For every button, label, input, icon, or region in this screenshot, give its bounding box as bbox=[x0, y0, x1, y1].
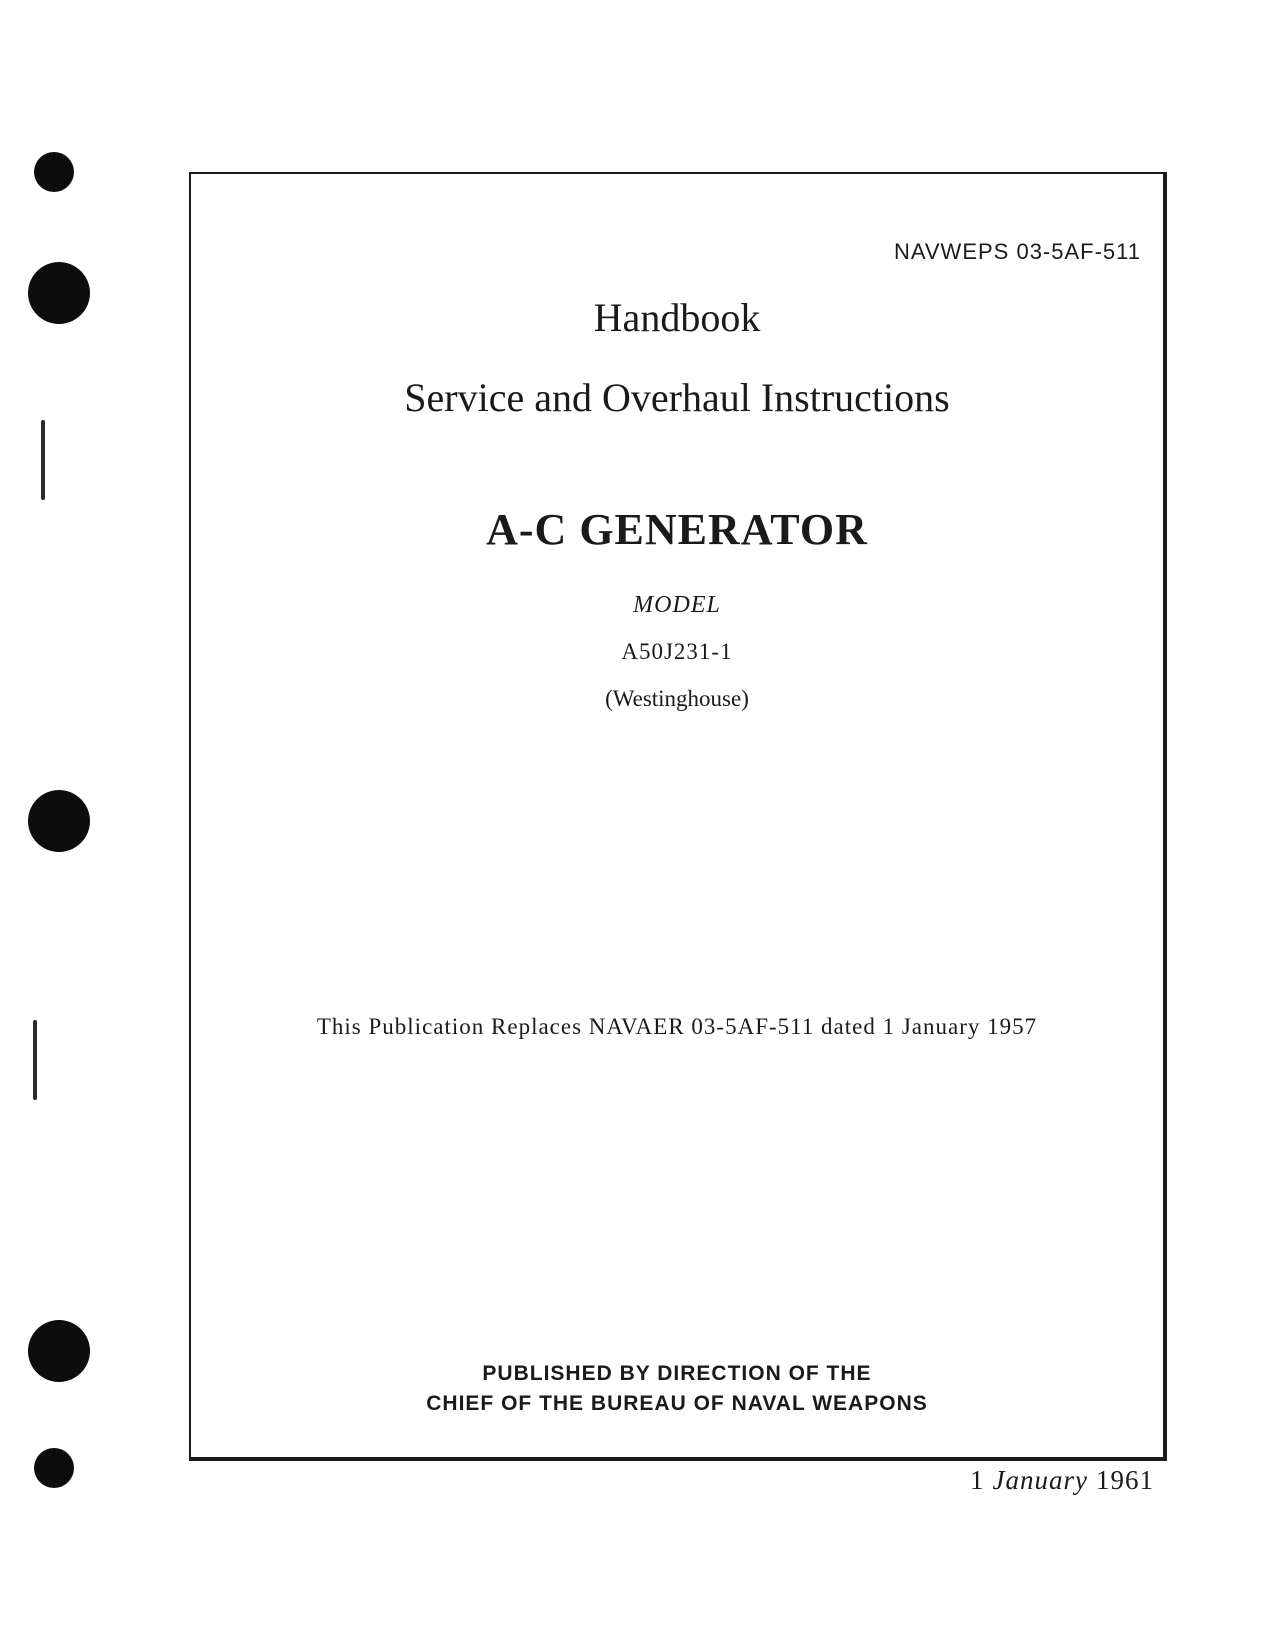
binding-mark bbox=[41, 420, 45, 500]
document-title: A-C GENERATOR bbox=[486, 505, 868, 554]
model-label: MODEL bbox=[633, 592, 721, 618]
punch-hole bbox=[34, 152, 74, 192]
punch-hole bbox=[34, 1448, 74, 1488]
manufacturer: (Westinghouse) bbox=[605, 686, 749, 711]
document-number: NAVWEPS 03-5AF-511 bbox=[893, 239, 1141, 264]
document-subtitle: Service and Overhaul Instructions bbox=[404, 375, 950, 420]
punch-hole bbox=[28, 262, 90, 324]
punch-hole bbox=[28, 790, 90, 852]
publisher-line-1: PUBLISHED BY DIRECTION OF THE bbox=[482, 1362, 872, 1385]
replacement-note: This Publication Replaces NAVAER 03-5AF-511 dated 1 January 1957 bbox=[316, 1014, 1038, 1039]
date-day: 1 bbox=[970, 1465, 985, 1495]
cover-frame bbox=[189, 172, 1167, 1461]
date-year: 1961 bbox=[1096, 1465, 1154, 1495]
model-number: A50J231-1 bbox=[621, 639, 733, 664]
publication-date bbox=[970, 1465, 1154, 1496]
handbook-heading: Handbook bbox=[593, 295, 761, 340]
publisher-statement bbox=[191, 1359, 1163, 1419]
publisher-line-2: CHIEF OF THE BUREAU OF NAVAL WEAPONS bbox=[426, 1392, 928, 1415]
binding-mark bbox=[33, 1020, 37, 1100]
punch-hole bbox=[28, 1320, 90, 1382]
date-month: January bbox=[992, 1465, 1088, 1495]
